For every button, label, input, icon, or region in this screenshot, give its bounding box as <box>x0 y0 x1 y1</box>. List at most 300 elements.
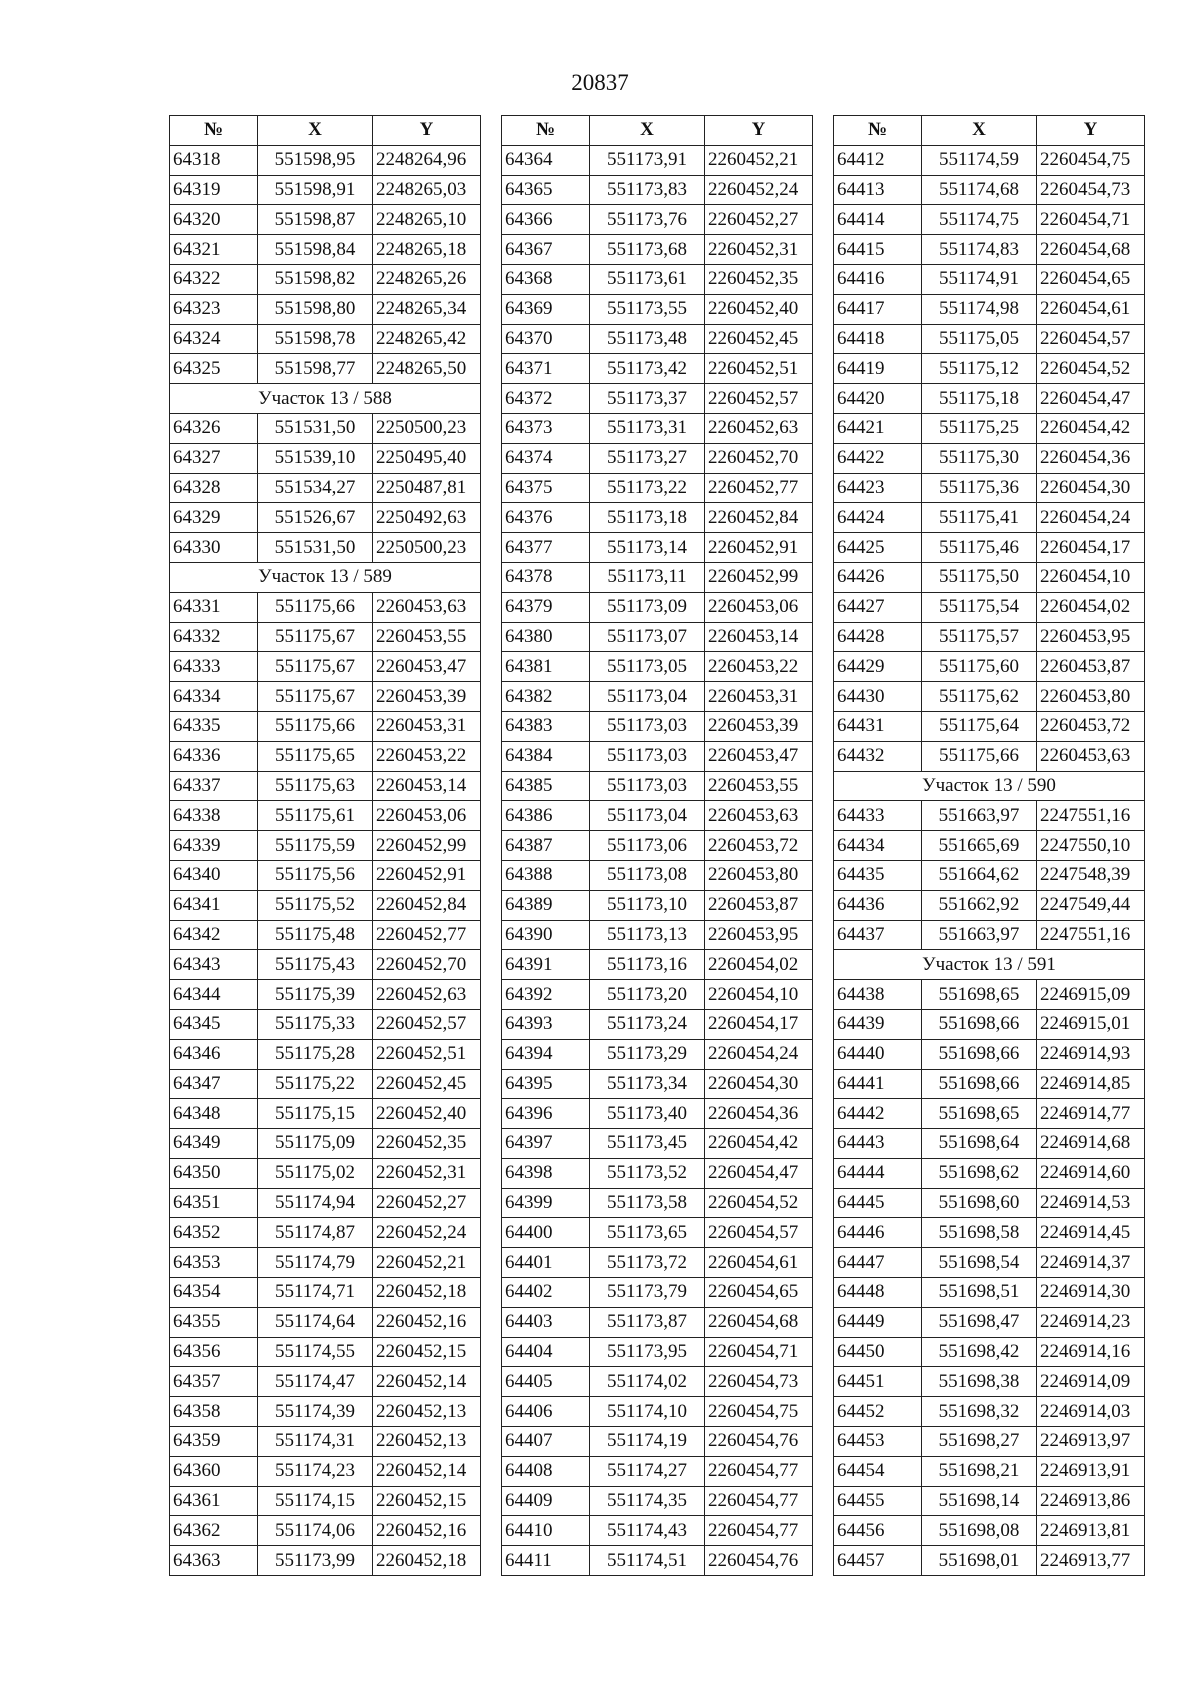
y-coordinate-cell: 2260452,84 <box>373 890 481 920</box>
x-coordinate-cell: 551531,50 <box>258 533 373 563</box>
y-coordinate-cell: 2260452,63 <box>373 980 481 1010</box>
table-row <box>834 652 1145 682</box>
section-row <box>170 562 481 592</box>
table-row <box>502 1129 813 1159</box>
x-coordinate-cell: 551173,22 <box>590 473 705 503</box>
coordinates-table <box>169 115 481 1576</box>
x-coordinate-cell: 551698,14 <box>922 1486 1037 1516</box>
table-row <box>834 1307 1145 1337</box>
table-row <box>834 741 1145 771</box>
table-row <box>170 533 481 563</box>
table-row <box>502 1397 813 1427</box>
table-row <box>170 1039 481 1069</box>
table-row <box>502 652 813 682</box>
x-coordinate-cell: 551173,06 <box>590 831 705 861</box>
x-coordinate-cell: 551174,98 <box>922 294 1037 324</box>
x-coordinate-cell: 551173,31 <box>590 413 705 443</box>
y-coordinate-cell: 2260453,87 <box>705 890 813 920</box>
table-row <box>502 920 813 950</box>
table-row <box>170 950 481 980</box>
table-row <box>834 1069 1145 1099</box>
y-coordinate-cell: 2260452,77 <box>373 920 481 950</box>
y-coordinate-cell: 2260453,72 <box>705 831 813 861</box>
y-coordinate-cell: 2247549,44 <box>1037 890 1145 920</box>
table-row <box>834 1367 1145 1397</box>
y-coordinate-cell: 2260452,91 <box>373 860 481 890</box>
point-number-cell: 64322 <box>170 264 258 294</box>
x-coordinate-cell: 551173,83 <box>590 175 705 205</box>
x-coordinate-cell: 551598,95 <box>258 145 373 175</box>
table-row <box>502 1099 813 1129</box>
point-number-cell: 64326 <box>170 413 258 443</box>
y-coordinate-cell: 2260454,65 <box>1037 264 1145 294</box>
y-coordinate-cell: 2250492,63 <box>373 503 481 533</box>
y-coordinate-cell: 2260453,63 <box>1037 741 1145 771</box>
table-row <box>834 860 1145 890</box>
x-coordinate-cell: 551173,45 <box>590 1129 705 1159</box>
y-coordinate-cell: 2260454,71 <box>705 1337 813 1367</box>
table-row <box>170 443 481 473</box>
table-row <box>170 652 481 682</box>
table-row <box>170 1248 481 1278</box>
table-row <box>834 1427 1145 1457</box>
y-coordinate-cell: 2260454,71 <box>1037 205 1145 235</box>
y-coordinate-cell: 2246914,60 <box>1037 1158 1145 1188</box>
point-number-cell: 64419 <box>834 354 922 384</box>
y-coordinate-cell: 2260454,75 <box>705 1397 813 1427</box>
x-coordinate-cell: 551175,25 <box>922 413 1037 443</box>
table-row <box>170 741 481 771</box>
table-row <box>170 1337 481 1367</box>
y-coordinate-cell: 2260452,35 <box>705 264 813 294</box>
y-coordinate-cell: 2248265,42 <box>373 324 481 354</box>
point-number-cell: 64359 <box>170 1427 258 1457</box>
x-coordinate-cell: 551174,23 <box>258 1456 373 1486</box>
point-number-cell: 64454 <box>834 1456 922 1486</box>
point-number-cell: 64435 <box>834 860 922 890</box>
table-row <box>502 890 813 920</box>
x-coordinate-cell: 551173,05 <box>590 652 705 682</box>
y-coordinate-cell: 2260452,15 <box>373 1486 481 1516</box>
x-coordinate-cell: 551175,64 <box>922 711 1037 741</box>
y-coordinate-cell: 2260454,76 <box>705 1546 813 1576</box>
y-coordinate-cell: 2260452,84 <box>705 503 813 533</box>
y-coordinate-cell: 2260454,57 <box>1037 324 1145 354</box>
point-number-cell: 64382 <box>502 682 590 712</box>
point-number-cell: 64365 <box>502 175 590 205</box>
table-row <box>502 1456 813 1486</box>
x-coordinate-cell: 551175,43 <box>258 950 373 980</box>
y-coordinate-cell: 2260453,06 <box>705 592 813 622</box>
table-row <box>502 831 813 861</box>
table-row <box>502 413 813 443</box>
point-number-cell: 64367 <box>502 235 590 265</box>
x-coordinate-cell: 551175,56 <box>258 860 373 890</box>
table-row <box>502 384 813 414</box>
x-coordinate-cell: 551698,66 <box>922 1009 1037 1039</box>
table-row <box>502 1307 813 1337</box>
point-number-cell: 64392 <box>502 980 590 1010</box>
y-coordinate-cell: 2260452,91 <box>705 533 813 563</box>
x-coordinate-cell: 551173,65 <box>590 1218 705 1248</box>
table-row <box>502 1218 813 1248</box>
point-number-cell: 64450 <box>834 1337 922 1367</box>
x-coordinate-cell: 551174,39 <box>258 1397 373 1427</box>
y-coordinate-cell: 2246914,09 <box>1037 1367 1145 1397</box>
x-coordinate-cell: 551173,72 <box>590 1248 705 1278</box>
y-coordinate-cell: 2260452,51 <box>705 354 813 384</box>
table-row <box>502 235 813 265</box>
point-number-cell: 64426 <box>834 562 922 592</box>
y-coordinate-cell: 2246915,01 <box>1037 1009 1145 1039</box>
header-row <box>502 116 813 146</box>
y-coordinate-cell: 2260454,47 <box>1037 384 1145 414</box>
x-coordinate-cell: 551598,91 <box>258 175 373 205</box>
point-number-cell: 64369 <box>502 294 590 324</box>
y-coordinate-cell: 2260453,14 <box>373 771 481 801</box>
x-coordinate-cell: 551698,47 <box>922 1307 1037 1337</box>
table-row <box>170 1516 481 1546</box>
x-coordinate-cell: 551174,51 <box>590 1546 705 1576</box>
table-row <box>834 980 1145 1010</box>
table-row <box>502 711 813 741</box>
y-coordinate-cell: 2260452,40 <box>705 294 813 324</box>
point-number-cell: 64386 <box>502 801 590 831</box>
table-row <box>834 443 1145 473</box>
x-coordinate-cell: 551174,35 <box>590 1486 705 1516</box>
point-number-cell: 64432 <box>834 741 922 771</box>
point-number-cell: 64406 <box>502 1397 590 1427</box>
x-coordinate-cell: 551175,50 <box>922 562 1037 592</box>
y-coordinate-cell: 2250487,81 <box>373 473 481 503</box>
x-coordinate-cell: 551174,94 <box>258 1188 373 1218</box>
y-coordinate-cell: 2260452,14 <box>373 1367 481 1397</box>
table-row <box>170 1009 481 1039</box>
section-label: Участок 13 / 588 <box>170 384 481 414</box>
table-row <box>834 1486 1145 1516</box>
point-number-cell: 64331 <box>170 592 258 622</box>
header-number: № <box>834 116 922 146</box>
table-row <box>834 1337 1145 1367</box>
table-row <box>502 682 813 712</box>
y-coordinate-cell: 2246914,93 <box>1037 1039 1145 1069</box>
point-number-cell: 64320 <box>170 205 258 235</box>
table-row <box>834 1009 1145 1039</box>
x-coordinate-cell: 551173,03 <box>590 771 705 801</box>
point-number-cell: 64328 <box>170 473 258 503</box>
table-row <box>834 145 1145 175</box>
x-coordinate-cell: 551174,47 <box>258 1367 373 1397</box>
table-row <box>170 235 481 265</box>
y-coordinate-cell: 2260454,36 <box>705 1099 813 1129</box>
x-coordinate-cell: 551174,43 <box>590 1516 705 1546</box>
x-coordinate-cell: 551175,54 <box>922 592 1037 622</box>
point-number-cell: 64455 <box>834 1486 922 1516</box>
point-number-cell: 64324 <box>170 324 258 354</box>
x-coordinate-cell: 551173,79 <box>590 1278 705 1308</box>
x-coordinate-cell: 551698,51 <box>922 1278 1037 1308</box>
y-coordinate-cell: 2260453,22 <box>705 652 813 682</box>
point-number-cell: 64393 <box>502 1009 590 1039</box>
x-coordinate-cell: 551173,42 <box>590 354 705 384</box>
y-coordinate-cell: 2260452,16 <box>373 1307 481 1337</box>
y-coordinate-cell: 2260454,77 <box>705 1456 813 1486</box>
table-row <box>834 1397 1145 1427</box>
y-coordinate-cell: 2246913,91 <box>1037 1456 1145 1486</box>
y-coordinate-cell: 2246914,85 <box>1037 1069 1145 1099</box>
x-coordinate-cell: 551173,48 <box>590 324 705 354</box>
x-coordinate-cell: 551698,21 <box>922 1456 1037 1486</box>
y-coordinate-cell: 2248265,34 <box>373 294 481 324</box>
y-coordinate-cell: 2246914,23 <box>1037 1307 1145 1337</box>
point-number-cell: 64351 <box>170 1188 258 1218</box>
x-coordinate-cell: 551175,09 <box>258 1129 373 1159</box>
x-coordinate-cell: 551174,15 <box>258 1486 373 1516</box>
point-number-cell: 64329 <box>170 503 258 533</box>
coordinates-table <box>833 115 1145 1576</box>
table-row <box>170 413 481 443</box>
point-number-cell: 64366 <box>502 205 590 235</box>
table-row <box>170 1427 481 1457</box>
x-coordinate-cell: 551174,55 <box>258 1337 373 1367</box>
table-row <box>502 175 813 205</box>
y-coordinate-cell: 2260452,24 <box>705 175 813 205</box>
x-coordinate-cell: 551174,31 <box>258 1427 373 1457</box>
y-coordinate-cell: 2260454,36 <box>1037 443 1145 473</box>
x-coordinate-cell: 551175,63 <box>258 771 373 801</box>
x-coordinate-cell: 551174,10 <box>590 1397 705 1427</box>
table-row <box>834 1158 1145 1188</box>
x-coordinate-cell: 551173,27 <box>590 443 705 473</box>
table-row <box>170 682 481 712</box>
x-coordinate-cell: 551175,05 <box>922 324 1037 354</box>
point-number-cell: 64416 <box>834 264 922 294</box>
y-coordinate-cell: 2260452,40 <box>373 1099 481 1129</box>
x-coordinate-cell: 551698,32 <box>922 1397 1037 1427</box>
header-x: X <box>258 116 373 146</box>
point-number-cell: 64371 <box>502 354 590 384</box>
table-row <box>502 324 813 354</box>
y-coordinate-cell: 2260454,68 <box>1037 235 1145 265</box>
y-coordinate-cell: 2260454,17 <box>705 1009 813 1039</box>
x-coordinate-cell: 551173,03 <box>590 711 705 741</box>
x-coordinate-cell: 551698,62 <box>922 1158 1037 1188</box>
x-coordinate-cell: 551173,11 <box>590 562 705 592</box>
point-number-cell: 64362 <box>170 1516 258 1546</box>
y-coordinate-cell: 2260453,95 <box>1037 622 1145 652</box>
table-row <box>502 354 813 384</box>
table-row <box>170 1456 481 1486</box>
point-number-cell: 64405 <box>502 1367 590 1397</box>
table-row <box>834 562 1145 592</box>
y-coordinate-cell: 2260453,47 <box>705 741 813 771</box>
x-coordinate-cell: 551534,27 <box>258 473 373 503</box>
x-coordinate-cell: 551175,57 <box>922 622 1037 652</box>
x-coordinate-cell: 551698,08 <box>922 1516 1037 1546</box>
table-row <box>502 950 813 980</box>
table-row <box>834 1546 1145 1576</box>
point-number-cell: 64348 <box>170 1099 258 1129</box>
y-coordinate-cell: 2250500,23 <box>373 533 481 563</box>
point-number-cell: 64347 <box>170 1069 258 1099</box>
y-coordinate-cell: 2260453,06 <box>373 801 481 831</box>
point-number-cell: 64445 <box>834 1188 922 1218</box>
table-row <box>502 1516 813 1546</box>
x-coordinate-cell: 551173,76 <box>590 205 705 235</box>
x-coordinate-cell: 551526,67 <box>258 503 373 533</box>
y-coordinate-cell: 2260454,61 <box>1037 294 1145 324</box>
y-coordinate-cell: 2260452,35 <box>373 1129 481 1159</box>
point-number-cell: 64398 <box>502 1158 590 1188</box>
table-row <box>502 771 813 801</box>
y-coordinate-cell: 2260454,77 <box>705 1516 813 1546</box>
point-number-cell: 64414 <box>834 205 922 235</box>
point-number-cell: 64407 <box>502 1427 590 1457</box>
x-coordinate-cell: 551173,68 <box>590 235 705 265</box>
point-number-cell: 64319 <box>170 175 258 205</box>
point-number-cell: 64358 <box>170 1397 258 1427</box>
point-number-cell: 64430 <box>834 682 922 712</box>
y-coordinate-cell: 2260452,57 <box>373 1009 481 1039</box>
point-number-cell: 64372 <box>502 384 590 414</box>
y-coordinate-cell: 2250500,23 <box>373 413 481 443</box>
x-coordinate-cell: 551698,27 <box>922 1427 1037 1457</box>
y-coordinate-cell: 2246913,97 <box>1037 1427 1145 1457</box>
point-number-cell: 64424 <box>834 503 922 533</box>
header-x: X <box>922 116 1037 146</box>
header-y: Y <box>373 116 481 146</box>
point-number-cell: 64438 <box>834 980 922 1010</box>
y-coordinate-cell: 2260452,99 <box>705 562 813 592</box>
y-coordinate-cell: 2260454,73 <box>705 1367 813 1397</box>
point-number-cell: 64349 <box>170 1129 258 1159</box>
point-number-cell: 64376 <box>502 503 590 533</box>
y-coordinate-cell: 2260452,18 <box>373 1546 481 1576</box>
table-row <box>502 1278 813 1308</box>
x-coordinate-cell: 551175,67 <box>258 652 373 682</box>
header-y: Y <box>1037 116 1145 146</box>
y-coordinate-cell: 2260453,31 <box>373 711 481 741</box>
x-coordinate-cell: 551174,02 <box>590 1367 705 1397</box>
y-coordinate-cell: 2260454,47 <box>705 1158 813 1188</box>
x-coordinate-cell: 551173,18 <box>590 503 705 533</box>
y-coordinate-cell: 2248265,03 <box>373 175 481 205</box>
header-row <box>834 116 1145 146</box>
y-coordinate-cell: 2260453,63 <box>705 801 813 831</box>
x-coordinate-cell: 551598,80 <box>258 294 373 324</box>
point-number-cell: 64356 <box>170 1337 258 1367</box>
point-number-cell: 64389 <box>502 890 590 920</box>
point-number-cell: 64446 <box>834 1218 922 1248</box>
point-number-cell: 64388 <box>502 860 590 890</box>
table-row <box>170 890 481 920</box>
point-number-cell: 64385 <box>502 771 590 801</box>
table-row <box>170 1099 481 1129</box>
point-number-cell: 64374 <box>502 443 590 473</box>
table-row <box>170 264 481 294</box>
point-number-cell: 64336 <box>170 741 258 771</box>
table-row <box>170 1546 481 1576</box>
y-coordinate-cell: 2260452,18 <box>373 1278 481 1308</box>
table-row <box>170 145 481 175</box>
y-coordinate-cell: 2260453,39 <box>705 711 813 741</box>
point-number-cell: 64411 <box>502 1546 590 1576</box>
table-row <box>502 1158 813 1188</box>
point-number-cell: 64434 <box>834 831 922 861</box>
point-number-cell: 64321 <box>170 235 258 265</box>
y-coordinate-cell: 2248265,18 <box>373 235 481 265</box>
y-coordinate-cell: 2260454,52 <box>705 1188 813 1218</box>
y-coordinate-cell: 2260453,14 <box>705 622 813 652</box>
x-coordinate-cell: 551175,41 <box>922 503 1037 533</box>
x-coordinate-cell: 551173,40 <box>590 1099 705 1129</box>
y-coordinate-cell: 2260454,68 <box>705 1307 813 1337</box>
table-row <box>170 622 481 652</box>
point-number-cell: 64339 <box>170 831 258 861</box>
point-number-cell: 64437 <box>834 920 922 950</box>
point-number-cell: 64375 <box>502 473 590 503</box>
table-row <box>502 562 813 592</box>
y-coordinate-cell: 2246914,16 <box>1037 1337 1145 1367</box>
table-row <box>170 801 481 831</box>
x-coordinate-cell: 551174,83 <box>922 235 1037 265</box>
x-coordinate-cell: 551173,52 <box>590 1158 705 1188</box>
section-row <box>834 950 1145 980</box>
y-coordinate-cell: 2260452,70 <box>373 950 481 980</box>
x-coordinate-cell: 551173,99 <box>258 1546 373 1576</box>
y-coordinate-cell: 2260453,63 <box>373 592 481 622</box>
x-coordinate-cell: 551174,64 <box>258 1307 373 1337</box>
point-number-cell: 64370 <box>502 324 590 354</box>
x-coordinate-cell: 551663,97 <box>922 801 1037 831</box>
section-row <box>170 384 481 414</box>
point-number-cell: 64417 <box>834 294 922 324</box>
table-row <box>834 1248 1145 1278</box>
point-number-cell: 64452 <box>834 1397 922 1427</box>
x-coordinate-cell: 551173,37 <box>590 384 705 414</box>
x-coordinate-cell: 551173,61 <box>590 264 705 294</box>
point-number-cell: 64333 <box>170 652 258 682</box>
point-number-cell: 64440 <box>834 1039 922 1069</box>
x-coordinate-cell: 551698,66 <box>922 1069 1037 1099</box>
point-number-cell: 64457 <box>834 1546 922 1576</box>
section-label: Участок 13 / 589 <box>170 562 481 592</box>
y-coordinate-cell: 2260452,16 <box>373 1516 481 1546</box>
point-number-cell: 64397 <box>502 1129 590 1159</box>
point-number-cell: 64350 <box>170 1158 258 1188</box>
y-coordinate-cell: 2260453,55 <box>705 771 813 801</box>
x-coordinate-cell: 551598,82 <box>258 264 373 294</box>
table-row <box>502 1367 813 1397</box>
y-coordinate-cell: 2260452,45 <box>705 324 813 354</box>
x-coordinate-cell: 551175,67 <box>258 622 373 652</box>
point-number-cell: 64418 <box>834 324 922 354</box>
x-coordinate-cell: 551175,02 <box>258 1158 373 1188</box>
section-label: Участок 13 / 591 <box>834 950 1145 980</box>
table-row <box>170 1218 481 1248</box>
point-number-cell: 64380 <box>502 622 590 652</box>
point-number-cell: 64444 <box>834 1158 922 1188</box>
table-row <box>170 771 481 801</box>
x-coordinate-cell: 551664,62 <box>922 860 1037 890</box>
y-coordinate-cell: 2260452,27 <box>373 1188 481 1218</box>
y-coordinate-cell: 2260454,65 <box>705 1278 813 1308</box>
table-row <box>170 175 481 205</box>
table-row <box>170 711 481 741</box>
table-row <box>834 890 1145 920</box>
x-coordinate-cell: 551173,91 <box>590 145 705 175</box>
x-coordinate-cell: 551698,65 <box>922 1099 1037 1129</box>
